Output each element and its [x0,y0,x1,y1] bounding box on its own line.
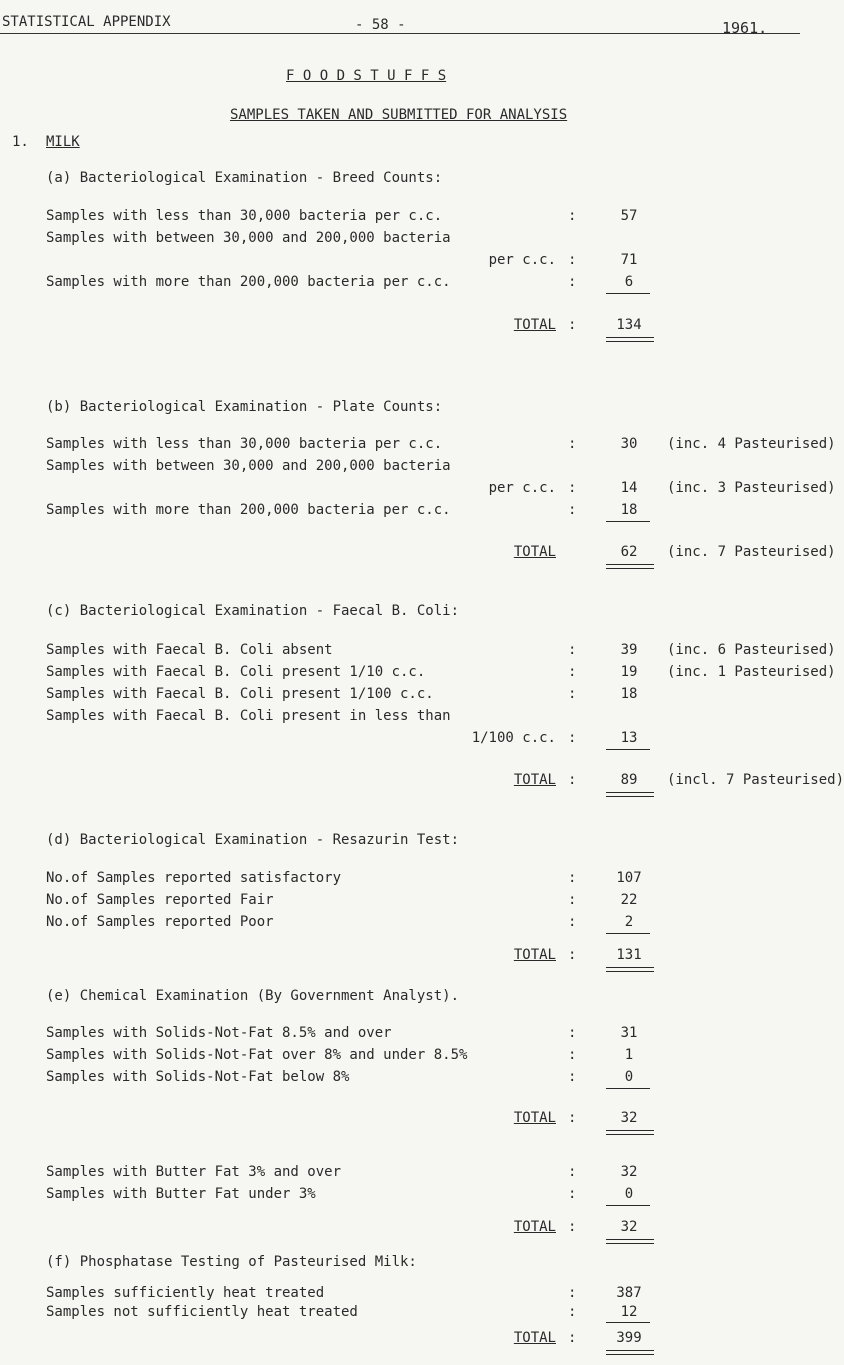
header-year: 1961. [722,19,768,37]
b-row-2-value: 14 [620,480,638,496]
page-title: F O O D S T U F F S [286,68,447,84]
e-row-5-value: 0 [624,1186,634,1202]
c-row-1-value: 39 [620,642,638,658]
colon: : [568,1285,577,1301]
f-row-1-label: Samples sufficiently heat treated [46,1285,325,1301]
a-total: 134 [616,317,642,333]
total-rule [606,1239,654,1244]
e-row-2-label: Samples with Solids-Not-Fat over 8% and under 8.5% [46,1047,468,1063]
colon: : [568,274,577,290]
c-row-1-note: (inc. 6 Pasteurised) [667,642,836,658]
colon: : [568,252,577,268]
colon: : [568,1047,577,1063]
colon: : [568,1304,577,1320]
heading-c: (c) Bacteriological Examination - Faecal B. Coli: [46,603,460,619]
c-row-4-cont: 1/100 c.c. [471,730,556,746]
d-row-2-label: No.of Samples reported Fair [46,892,274,908]
colon: : [568,480,577,496]
b-row-1-label: Samples with less than 30,000 bacteria per c.c. [46,436,443,452]
c-total: 89 [620,772,638,788]
e-row-4-label: Samples with Butter Fat 3% and over [46,1164,342,1180]
a-row-1-value: 57 [620,208,638,224]
colon: : [568,947,577,963]
header-left: STATISTICAL APPENDIX [2,14,171,30]
heading-f: (f) Phosphatase Testing of Pasteurised Milk: [46,1254,417,1270]
e-row-4-value: 32 [620,1164,638,1180]
colon: : [568,1069,577,1085]
a-row-3-label: Samples with more than 200,000 bacteria per c.c. [46,274,451,290]
colon: : [568,1110,577,1126]
b-row-2-note: (inc. 3 Pasteurised) [667,480,836,496]
colon: : [568,1164,577,1180]
b-row-1-value: 30 [620,436,638,452]
colon: : [568,502,577,518]
total-rule [606,792,654,797]
e-row-1-label: Samples with Solids-Not-Fat 8.5% and over [46,1025,392,1041]
e-row-2-value: 1 [624,1047,634,1063]
e-row-3-label: Samples with Solids-Not-Fat below 8% [46,1069,350,1085]
f-total: 399 [616,1330,642,1346]
c-row-3-label: Samples with Faecal B. Coli present 1/100 c.c. [46,686,434,702]
b-total-label: TOTAL [513,544,556,560]
subtotal-rule [606,521,650,522]
subtotal-rule [606,1205,650,1206]
colon: : [568,208,577,224]
b-row-3-value: 18 [620,502,638,518]
e-total2: 32 [620,1219,638,1235]
b-row-3-label: Samples with more than 200,000 bacteria per c.c. [46,502,451,518]
a-row-2-value: 71 [620,252,638,268]
heading-e: (e) Chemical Examination (By Government Analyst). [46,988,460,1004]
colon: : [568,870,577,886]
e-row-1-value: 31 [620,1025,638,1041]
f-row-2-value: 12 [620,1304,638,1320]
d-row-1-value: 107 [616,870,642,886]
colon: : [568,1330,577,1346]
d-total-label: TOTAL [513,947,556,963]
d-row-1-label: No.of Samples reported satisfactory [46,870,342,886]
colon: : [568,317,577,333]
b-total: 62 [620,544,638,560]
b-row-2-label: Samples with between 30,000 and 200,000 bacteria [46,458,451,474]
colon: : [568,436,577,452]
d-total: 131 [616,947,642,963]
total-rule [606,1130,654,1135]
total-rule [606,564,654,569]
e-total1-label: TOTAL [513,1110,556,1126]
section-name: MILK [46,134,80,150]
section-number: 1. [12,134,29,150]
c-row-2-label: Samples with Faecal B. Coli present 1/10 c.c. [46,664,426,680]
c-row-2-value: 19 [620,664,638,680]
subtotal-rule [606,293,650,294]
f-row-2-label: Samples not sufficiently heat treated [46,1304,358,1320]
heading-d: (d) Bacteriological Examination - Resazurin Test: [46,832,460,848]
f-total-label: TOTAL [513,1330,556,1346]
a-total-label: TOTAL [513,317,556,333]
e-total1: 32 [620,1110,638,1126]
a-row-2-label: Samples with between 30,000 and 200,000 bacteria [46,230,451,246]
c-row-4-label: Samples with Faecal B. Coli present in less than [46,708,451,724]
a-row-2-cont: per c.c. [488,252,556,268]
c-row-1-label: Samples with Faecal B. Coli absent [46,642,333,658]
subtotal-rule [606,749,650,750]
colon: : [568,1025,577,1041]
colon: : [568,1186,577,1202]
e-row-3-value: 0 [624,1069,634,1085]
colon: : [568,914,577,930]
c-row-3-value: 18 [620,686,638,702]
b-row-1-note: (inc. 4 Pasteurised) [667,436,836,452]
d-row-3-label: No.of Samples reported Poor [46,914,274,930]
d-row-2-value: 22 [620,892,638,908]
header-rule [0,33,800,34]
colon: : [568,664,577,680]
b-row-2-cont: per c.c. [488,480,556,496]
subtotal-rule [606,1088,650,1089]
subtotal-rule [606,933,650,934]
a-row-3-value: 6 [624,274,634,290]
total-rule [606,1350,654,1355]
colon: : [568,642,577,658]
page-subtitle: SAMPLES TAKEN AND SUBMITTED FOR ANALYSIS [230,107,568,123]
a-row-1-label: Samples with less than 30,000 bacteria per c.c. [46,208,443,224]
subtotal-rule [606,1322,650,1323]
colon: : [568,772,577,788]
page-number: - 58 - [355,17,406,33]
c-row-4-value: 13 [620,730,638,746]
f-row-1-value: 387 [616,1285,642,1301]
e-total2-label: TOTAL [513,1219,556,1235]
total-rule [606,337,654,342]
e-row-5-label: Samples with Butter Fat under 3% [46,1186,316,1202]
colon: : [568,730,577,746]
c-row-2-note: (inc. 1 Pasteurised) [667,664,836,680]
heading-a: (a) Bacteriological Examination - Breed Counts: [46,170,443,186]
c-total-label: TOTAL [513,772,556,788]
total-rule [606,967,654,972]
c-total-note: (incl. 7 Pasteurised) [667,772,844,788]
b-total-note: (inc. 7 Pasteurised) [667,544,836,560]
colon: : [568,892,577,908]
colon: : [568,686,577,702]
colon: : [568,1219,577,1235]
d-row-3-value: 2 [624,914,634,930]
heading-b: (b) Bacteriological Examination - Plate Counts: [46,399,443,415]
